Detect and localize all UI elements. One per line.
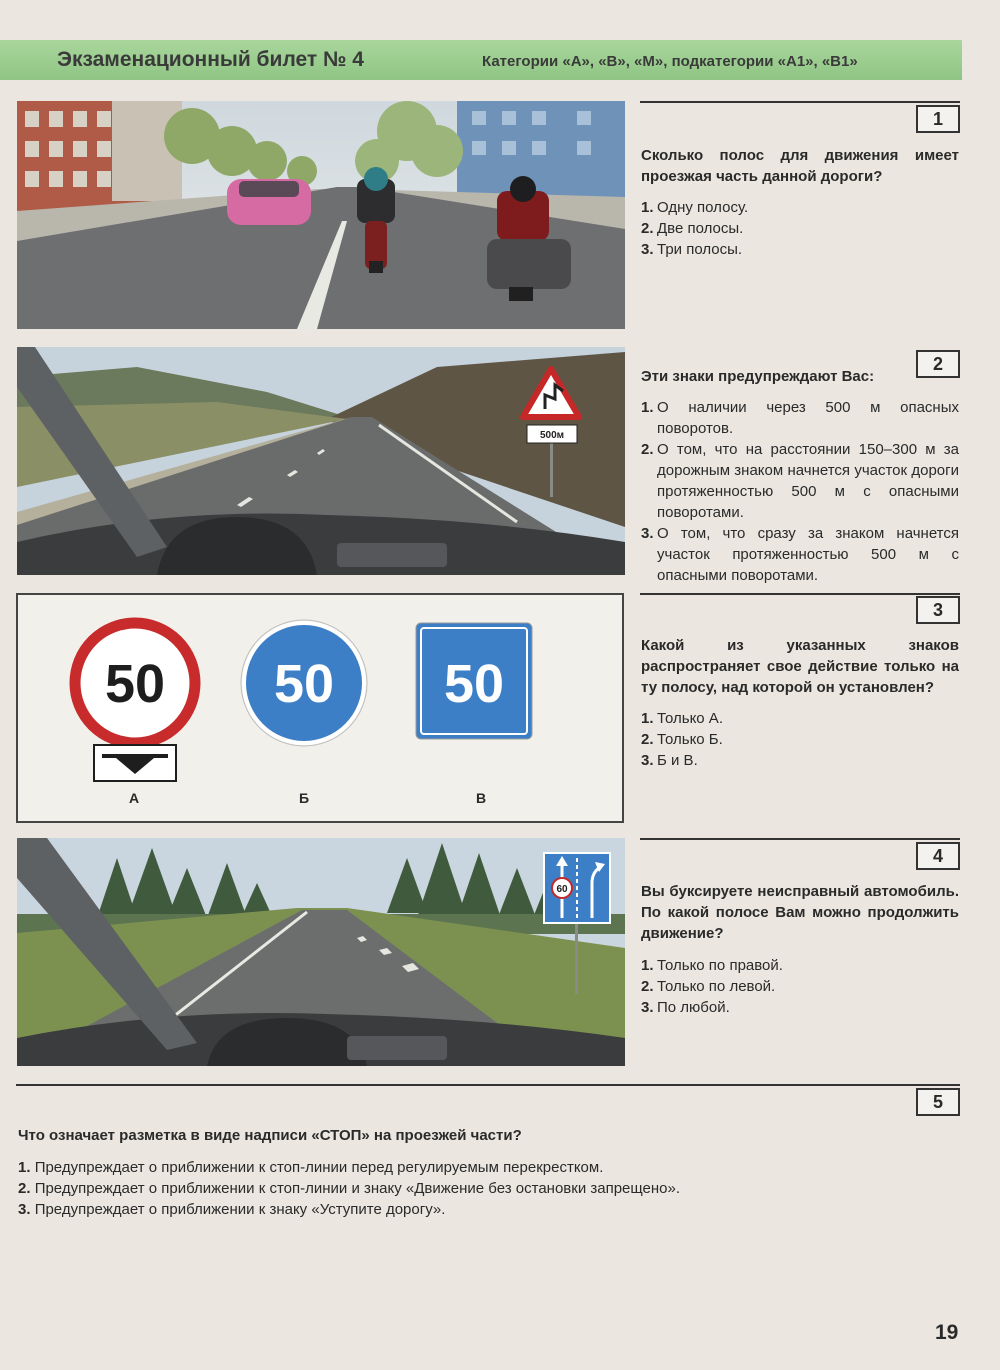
sign-a-speed-limit <box>75 623 195 781</box>
sign-v-value: 50 <box>443 654 505 714</box>
page-number: 19 <box>935 1321 959 1344</box>
ticket-header <box>0 40 962 80</box>
sign-v-recommended-speed <box>416 623 532 739</box>
q5-option[interactable]: 2. Предупреждает о приближении к стоп-линии и знаку «Движение без остановки запрещено». <box>18 1180 681 1197</box>
q2-option[interactable]: 3. О том, что сразу за знаком начнется участок протяженностью 500 м с опасными поворотами. <box>641 525 959 584</box>
q4-option[interactable]: 1. Только по правой. <box>641 957 783 974</box>
q3-signs-box <box>16 593 624 823</box>
q5-question: Что означает разметка в виде надписи «СТОП» на проезжей части? <box>18 1127 522 1144</box>
sign-b-value: 50 <box>273 654 335 714</box>
q3-question: Какой из указанных знаков распространяет свое действие только на ту полосу, над которой он установлен? <box>641 637 959 696</box>
ticket-categories: Категории «А», «В», «М», подкатегории «А1», «В1» <box>482 53 858 70</box>
q1-number: 1 <box>916 105 960 133</box>
q5-option[interactable]: 3. Предупреждает о приближении к знаку «Уступите дорогу». <box>18 1201 446 1218</box>
q3-option[interactable]: 3. Б и В. <box>641 752 698 769</box>
q2-number: 2 <box>916 350 960 378</box>
sign-a-label: А <box>129 790 140 806</box>
q5-option[interactable]: 1. Предупреждает о приближении к стоп-линии перед регулируемым перекрестком. <box>18 1159 604 1176</box>
q2-sign-plate: 500м <box>539 430 565 441</box>
q2-question: Эти знаки предупреждают Вас: <box>641 368 875 385</box>
q1-option[interactable]: 2. Две полосы. <box>641 220 744 237</box>
q2-options <box>641 397 959 586</box>
q3-option[interactable]: 2. Только Б. <box>641 731 723 748</box>
sign-v-label: В <box>476 790 487 806</box>
q4-option[interactable]: 3. По любой. <box>641 999 730 1016</box>
q4-sign-value: 60 <box>556 884 568 895</box>
sign-a-value: 50 <box>104 654 166 714</box>
sign-b-label: Б <box>299 790 310 806</box>
q1-picture <box>17 101 625 329</box>
q1-option[interactable]: 1. Одну полосу. <box>641 199 749 216</box>
q4-number: 4 <box>916 842 960 870</box>
q2-option[interactable]: 1. О наличии через 500 м опасных поворотов. <box>641 399 959 437</box>
q1-question: Сколько полос для движения имеет проезжая часть данной дороги? <box>641 147 959 185</box>
q4-option[interactable]: 2. Только по левой. <box>641 978 776 995</box>
q4-options <box>641 955 959 1018</box>
q3-options <box>641 708 959 771</box>
q4-question: Вы буксируете неисправный автомобиль. По какой полосе Вам можно продолжить движение? <box>641 883 959 942</box>
q4-picture <box>17 838 625 1066</box>
q2-option[interactable]: 2. О том, что на расстоянии 150–300 м за дорожным знаком начнется участок дороги протяженностью 500 м с опасными поворотами. <box>641 441 959 521</box>
q3-option[interactable]: 1. Только А. <box>641 710 723 727</box>
q1-option[interactable]: 3. Три полосы. <box>641 241 743 258</box>
sign-b-min-speed <box>241 620 367 746</box>
q5-options <box>18 1157 680 1220</box>
q3-number: 3 <box>916 596 960 624</box>
q5-number: 5 <box>916 1088 960 1116</box>
q1-options <box>641 197 959 260</box>
ticket-title: Экзаменационный билет № 4 <box>57 48 364 71</box>
q2-picture <box>17 347 625 575</box>
